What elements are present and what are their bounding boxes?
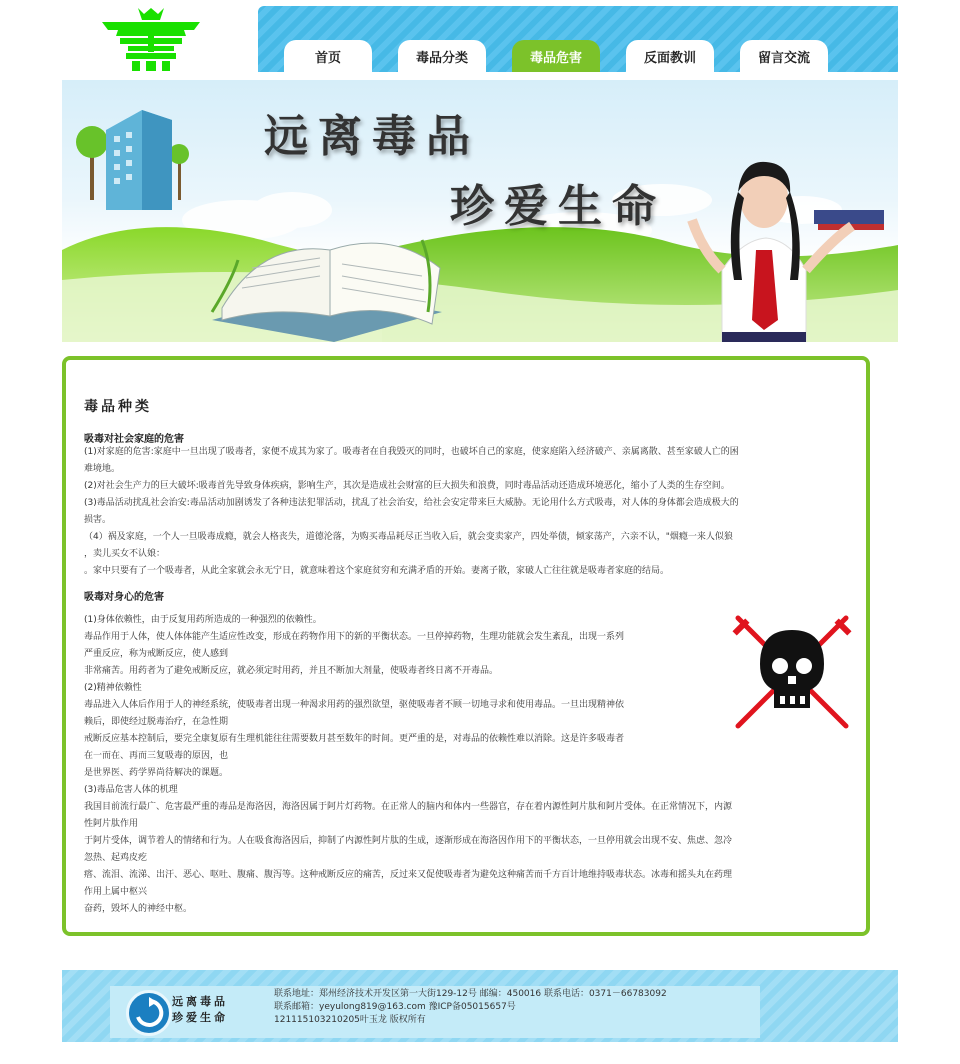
skull-syringe-icon: [730, 610, 854, 734]
page-title: 毒品种类: [84, 399, 152, 415]
paragraph-line: 是世界医、药学界尚待解决的课题。: [84, 768, 229, 778]
paragraph-line: 在一而在、再而三复吸毒的原因，也: [84, 751, 229, 761]
nav-tab-home[interactable]: 首页: [284, 40, 372, 72]
paragraph-line: (2)精神依赖性: [84, 683, 142, 693]
paragraph-line: 难境地。: [84, 464, 121, 474]
paragraph-line: 。家中只要有了一个吸毒者，从此全家就会永无宁日，就意味着这个家庭贫穷和充满矛盾的开始。妻离子散，家破人亡往往就是吸毒者家庭的结局。: [84, 566, 670, 576]
paragraph-line: 戒断反应基本控制后，要完全康复原有生理机能往往需要数月甚至数年的时间。更严重的是，对毒品的依赖性难以消除。这是许多吸毒者: [84, 734, 625, 744]
nav-tab-drug-harms[interactable]: 毒品危害: [512, 40, 600, 72]
nav-tab-message-board[interactable]: 留言交流: [740, 40, 828, 72]
paragraph-line: 毒品作用于人体，使人体体能产生适应性改变，形成在药物作用下的新的平衡状态。一旦停掉药物，生理功能就会发生紊乱，出现一系列: [84, 632, 625, 642]
recycle-icon: [126, 990, 172, 1036]
main-navigation: [258, 6, 898, 72]
hero-banner: [62, 80, 898, 342]
footer-email[interactable]: 联系邮箱：yeyulong819@163.com 豫ICP备05015657号: [274, 1002, 516, 1012]
section-heading-body-mind-harm: 吸毒对身心的危害: [84, 592, 164, 603]
paragraph-line: (3)毒品危害人体的机理: [84, 785, 178, 795]
paragraph-line: 赖后，即使经过脱毒治疗，在急性期: [84, 717, 229, 727]
nav-tab-drug-categories[interactable]: 毒品分类: [398, 40, 486, 72]
paragraph-line: 非常痛苦。用药者为了避免戒断反应，就必须定时用药，并且不断加大剂量，使吸毒者终日离不开毒品。: [84, 666, 499, 676]
paragraph-line: （4）祸及家庭，一个人一旦吸毒成瘾，就会人格丧失，道德沦落，为购买毒品耗尽正当收入后，就会变卖家产，四处举债，倾家荡产，六亲不认，"烟瘾一来人似狼: [84, 532, 733, 542]
footer-slogan-line-1: 远离毒品: [172, 995, 228, 1008]
banner-slogan-line-2: 珍爱生命: [450, 181, 666, 232]
paragraph-line: 奋药，毁坏人的神经中枢。: [84, 904, 193, 914]
section-heading-social-harm: 吸毒对社会家庭的危害: [84, 434, 184, 445]
paragraph-line: 损害。: [84, 515, 112, 525]
paragraph-line: 我国目前流行最广、危害最严重的毒品是海洛因，海洛因属于阿片灯药物。在正常人的脑内和体内一些器官，存在着内源性阿片肽和阿片受体。在正常情况下，内源: [84, 802, 733, 812]
site-logo[interactable]: [98, 6, 204, 72]
footer-copyright: 121115103210205叶玉龙 版权所有: [274, 1015, 426, 1025]
paragraph-line: 毒品进入人体后作用于人的神经系统，使吸毒者出现一种渴求用药的强烈欲望，驱使吸毒者不顾一切地寻求和使用毒品。一旦出现精神依: [84, 700, 625, 710]
banner-slogan-line-1: 远离毒品: [264, 111, 480, 162]
paragraph-line: 于阿片受体，调节着人的情绪和行为。人在吸食海洛因后，抑制了内源性阿片肽的生成，逐渐形成在海洛因作用下的平衡状态，一旦停用就会出现不安、焦虑、忽冷: [84, 836, 733, 846]
footer-contact-info: [274, 988, 667, 1027]
paragraph-line: 严重反应，称为戒断反应，使人感到: [84, 649, 229, 659]
section-body-social-harm: [84, 444, 854, 580]
paragraph-line: 性阿片肽作用: [84, 819, 139, 829]
paragraph-line: 作用上属中枢兴: [84, 887, 148, 897]
footer-slogan: [172, 994, 228, 1026]
footer-address: 联系地址：郑州经济技术开发区第一大街129-12号 邮编：450016 联系电话：0371－66783092: [274, 989, 667, 999]
paragraph-line: (1)身体依赖性，由于反复用药所造成的一种强烈的依赖性。: [84, 615, 322, 625]
paragraph-line: 忽热、起鸡皮疙: [84, 853, 148, 863]
paragraph-line: ，卖儿买女不认娘：: [84, 549, 166, 559]
paragraph-line: (2)对社会生产力的巨大破坏:吸毒首先导致身体疾病，影响生产，其次是造成社会财富的巨大损失和浪费，同时毒品活动还造成环境恶化，缩小了人类的生存空间。: [84, 481, 730, 491]
footer-slogan-line-2: 珍爱生命: [172, 1011, 228, 1024]
content-panel: [62, 356, 870, 936]
nav-tab-negative-lessons[interactable]: 反面教训: [626, 40, 714, 72]
paragraph-line: 瘩、流泪、流涕、出汗、恶心、呕吐、腹痛、腹泻等。这种戒断反应的痛苦，反过来又促使吸毒者为避免这种痛苦而千方百计地维持吸毒状态。冰毒和摇头丸在药理: [84, 870, 733, 880]
paragraph-line: (1)对家庭的危害:家庭中一旦出现了吸毒者，家便不成其为家了。吸毒者在自我毁灭的同时，也破坏自己的家庭，使家庭陷入经济破产、亲属离散、甚至家破人亡的困: [84, 447, 739, 457]
site-footer: [62, 970, 898, 1042]
paragraph-line: (3)毒品活动扰乱社会治安:毒品活动加剧诱发了各种违法犯罪活动，扰乱了社会治安，给社会安定带来巨大威胁。无论用什么方式吸毒，对人体的身体都会造成极大的: [84, 498, 739, 508]
